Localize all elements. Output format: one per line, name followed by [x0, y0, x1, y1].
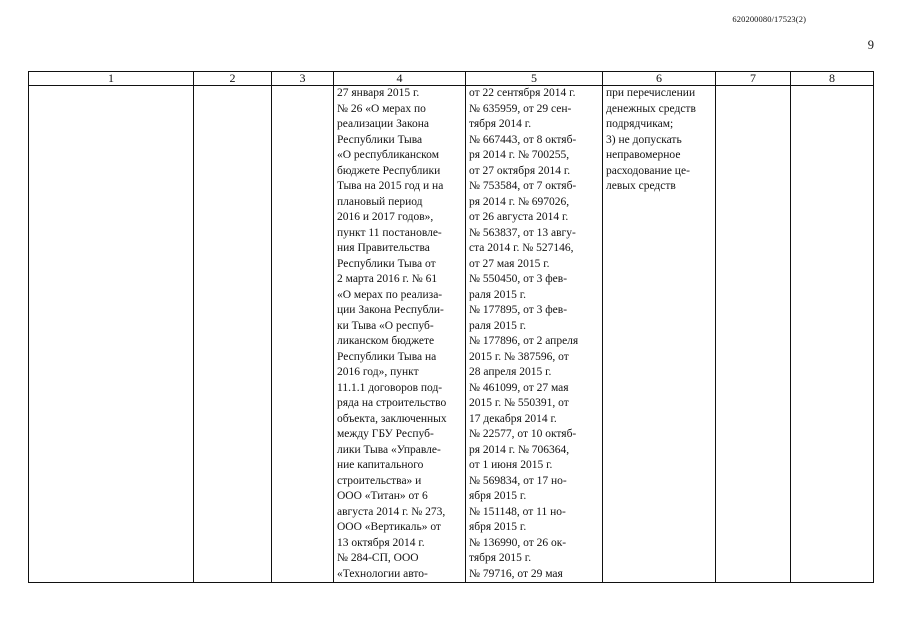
- text-line: Республики Тыва: [337, 133, 423, 146]
- table-header-row: [29, 72, 874, 86]
- text-line: Республики Тыва на: [337, 350, 437, 363]
- text-line: № 284-СП, ООО: [337, 552, 419, 564]
- cell-col-5: [466, 86, 603, 583]
- text-line: № 461099, от 27 мая: [469, 381, 569, 394]
- page-number: 9: [867, 38, 874, 52]
- document-code: 620200080/17523(2): [732, 14, 806, 24]
- text-line: расходование це-: [606, 164, 690, 177]
- text-line: ста 2014 г. № 527146,: [469, 242, 574, 254]
- text-line: ООО «Вертикаль» от: [337, 521, 441, 533]
- text-line: «О мерах по реализа-: [337, 288, 443, 301]
- text-line: от 27 октября 2014 г.: [469, 164, 571, 177]
- text-line: № 136990, от 26 ок-: [469, 536, 567, 549]
- text-line: № 753584, от 7 октяб-: [469, 180, 577, 192]
- text-line: неправомерное: [606, 149, 681, 161]
- text-line: № 569834, от 17 но-: [469, 474, 567, 487]
- text-line: ября 2015 г.: [469, 490, 527, 502]
- cell-col-6: [603, 86, 716, 583]
- text-line: «О республиканском: [337, 149, 439, 161]
- text-line: объекта, заключенных: [337, 412, 447, 425]
- column-header-4: 4: [334, 72, 466, 86]
- text-line: тября 2014 г.: [469, 118, 532, 130]
- text-line: ря 2014 г. № 706364,: [469, 443, 570, 456]
- text-line: лики Тыва «Управле-: [337, 443, 441, 456]
- text-line: подрядчикам;: [606, 118, 674, 130]
- text-line: при перечислении: [606, 87, 696, 99]
- column-header-8: 8: [791, 72, 874, 86]
- text-line: № 667443, от 8 октяб-: [469, 133, 577, 146]
- text-line: № 177896, от 2 апреля: [469, 335, 579, 347]
- cell-col-8: [791, 86, 874, 583]
- text-line: раля 2015 г.: [469, 288, 527, 301]
- text-line: ликанском бюджете: [337, 335, 435, 347]
- text-line: реализации Закона: [337, 118, 429, 130]
- text-line: от 22 сентября 2014 г.: [469, 87, 576, 99]
- column-header-2: 2: [194, 72, 272, 86]
- col6-text: [603, 86, 715, 195]
- data-table: [28, 71, 874, 583]
- cell-col-1: [29, 86, 194, 583]
- text-line: от 26 августа 2014 г.: [469, 211, 569, 223]
- text-line: № 563837, от 13 авгу-: [469, 226, 576, 239]
- text-line: Тыва на 2015 год и на: [337, 180, 444, 192]
- text-line: ния Правительства: [337, 242, 430, 254]
- table-row: [29, 86, 874, 583]
- text-line: № 635959, от 29 сен-: [469, 102, 572, 115]
- text-line: ря 2014 г. № 697026,: [469, 195, 570, 208]
- text-line: ряда на строительство: [337, 397, 447, 409]
- cell-col-4: [334, 86, 466, 583]
- cell-col-3: [272, 86, 334, 583]
- text-line: ООО «Титан» от 6: [337, 490, 428, 502]
- text-line: 17 декабря 2014 г.: [469, 412, 557, 425]
- column-header-5: 5: [466, 72, 603, 86]
- text-line: № 22577, от 10 октяб-: [469, 428, 577, 440]
- text-line: 2015 г. № 387596, от: [469, 350, 569, 363]
- text-line: между ГБУ Респуб-: [337, 428, 434, 440]
- text-line: ки Тыва «О респуб-: [337, 319, 434, 332]
- column-header-6: 6: [603, 72, 716, 86]
- text-line: № 151148, от 11 но-: [469, 505, 566, 518]
- text-line: № 177895, от 3 фев-: [469, 304, 568, 316]
- text-line: денежных средств: [606, 102, 696, 115]
- text-line: 2016 год», пункт: [337, 366, 419, 378]
- text-line: 27 января 2015 г.: [337, 87, 420, 99]
- text-line: 11.1.1 договоров под-: [337, 381, 443, 394]
- column-header-1: 1: [29, 72, 194, 86]
- text-line: раля 2015 г.: [469, 319, 527, 332]
- col5-text: [466, 86, 602, 582]
- text-line: 28 апреля 2015 г.: [469, 366, 552, 378]
- text-line: ции Закона Республи-: [337, 304, 444, 316]
- text-line: августа 2014 г. № 273,: [337, 505, 446, 518]
- text-line: 13 октября 2014 г.: [337, 536, 425, 549]
- text-line: № 26 «О мерах по: [337, 102, 426, 115]
- column-header-7: 7: [716, 72, 791, 86]
- text-line: 3) не допускать: [606, 133, 682, 146]
- column-header-3: 3: [272, 72, 334, 86]
- cell-col-7: [716, 86, 791, 583]
- text-line: бюджете Республики: [337, 164, 441, 177]
- text-line: от 27 мая 2015 г.: [469, 257, 550, 270]
- text-line: плановый период: [337, 195, 423, 208]
- col4-text: [334, 86, 465, 582]
- text-line: 2016 и 2017 годов»,: [337, 211, 434, 223]
- text-line: пункт 11 постановле-: [337, 226, 442, 239]
- text-line: ря 2014 г. № 700255,: [469, 149, 570, 161]
- text-line: ние капитального: [337, 459, 424, 471]
- text-line: ября 2015 г.: [469, 521, 527, 533]
- text-line: левых средств: [606, 180, 676, 192]
- text-line: «Технологии авто-: [337, 567, 428, 580]
- text-line: от 1 июня 2015 г.: [469, 459, 553, 471]
- text-line: № 79716, от 29 мая: [469, 567, 563, 580]
- text-line: тября 2015 г.: [469, 552, 532, 564]
- cell-col-2: [194, 86, 272, 583]
- text-line: № 550450, от 3 фев-: [469, 273, 568, 285]
- text-line: 2 марта 2016 г. № 61: [337, 273, 438, 285]
- text-line: строительства» и: [337, 474, 422, 487]
- text-line: 2015 г. № 550391, от: [469, 397, 569, 409]
- text-line: Республики Тыва от: [337, 257, 436, 270]
